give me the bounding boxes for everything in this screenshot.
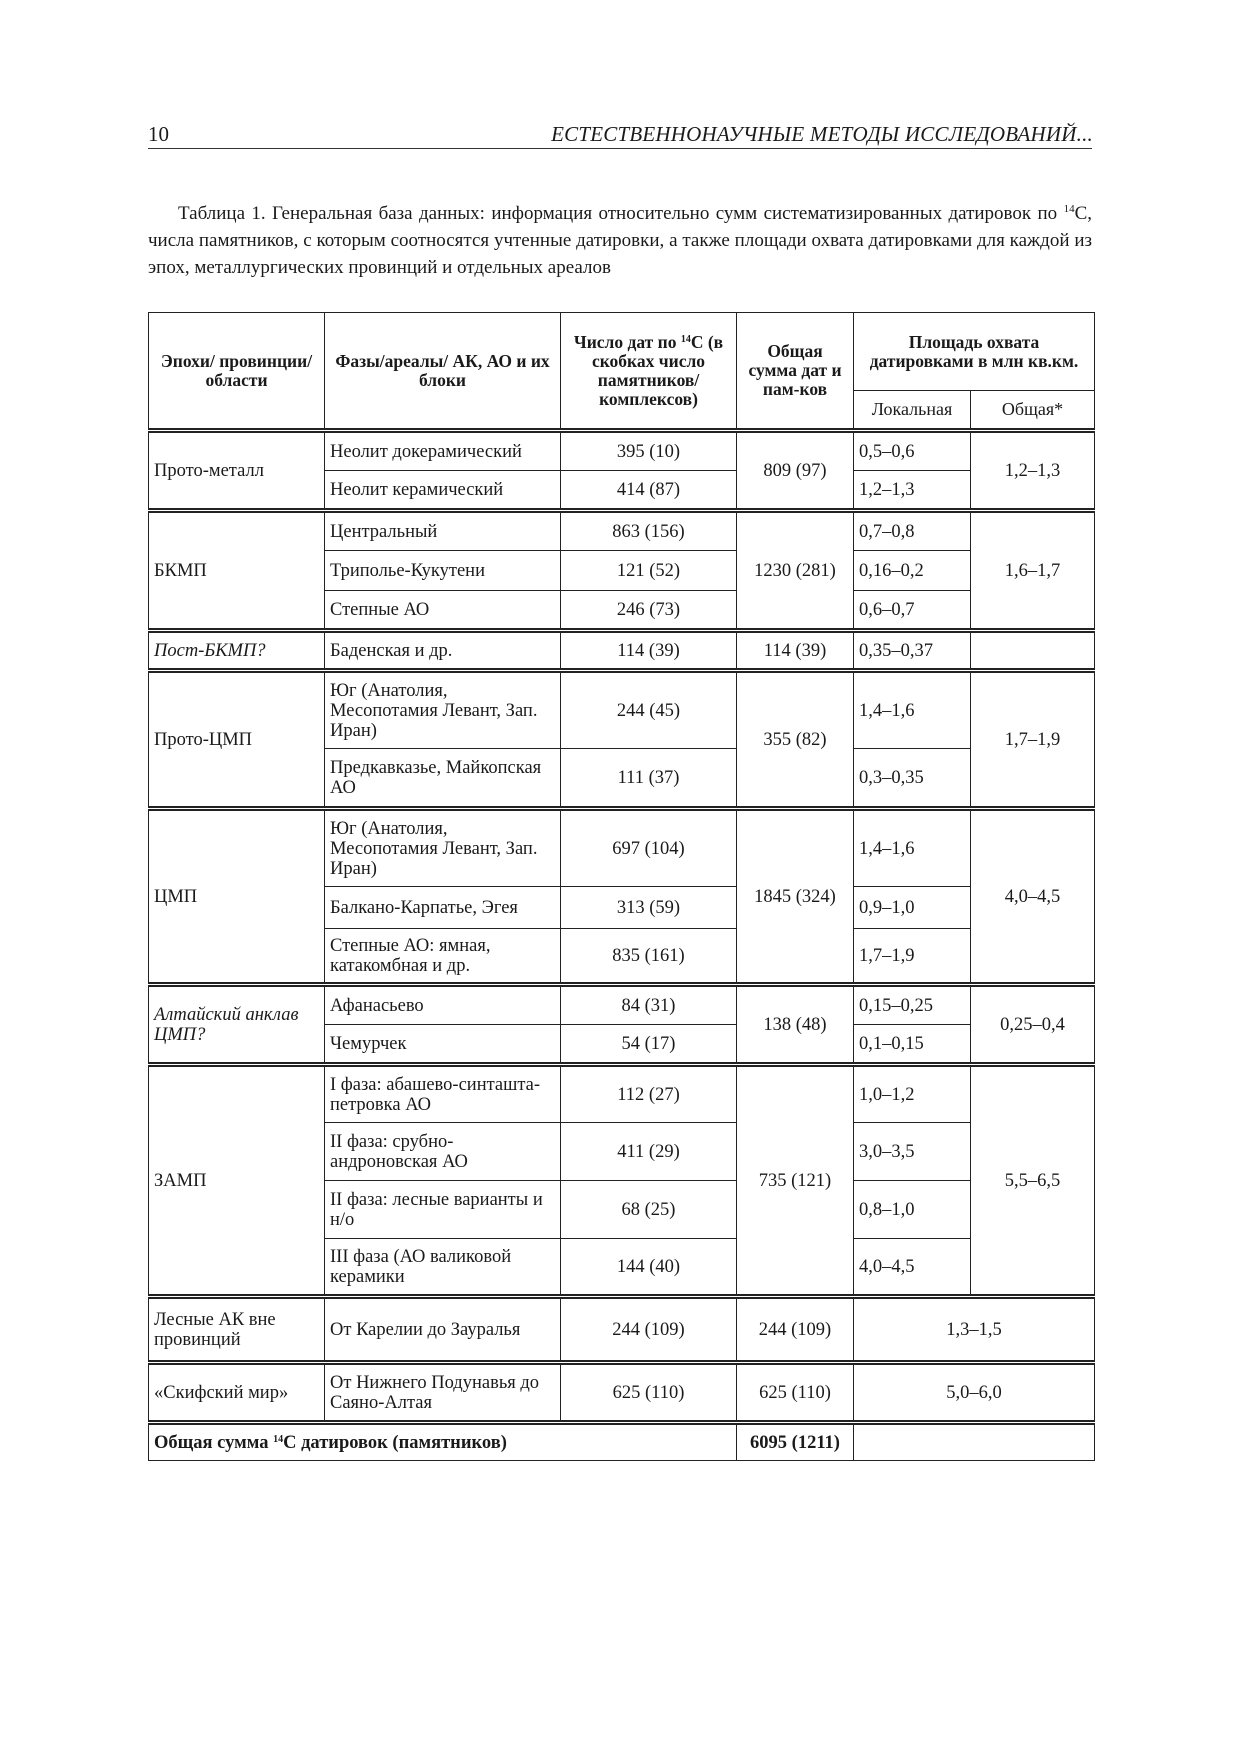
total-cell: 735 (121) (737, 1065, 854, 1297)
header-count (561, 313, 737, 431)
table-row (149, 631, 1095, 671)
table-row (149, 1363, 1095, 1423)
grand-total-value: 6095 (1211) (737, 1423, 854, 1461)
local-area-cell: 0,35–0,37 (854, 631, 971, 671)
era-cell: Лесные АК вне провинций (149, 1297, 325, 1363)
table-row (149, 1297, 1095, 1363)
phase-cell: Юг (Анатолия, Месопотамия Левант, Зап. Иран) (325, 809, 561, 887)
phase-cell: II фаза: лесные варианты и н/о (325, 1181, 561, 1239)
header-area-total: Общая* (971, 391, 1095, 431)
header-count-sup: 14 (680, 333, 691, 345)
era-cell: Прото-металл (149, 431, 325, 511)
phase-cell: Предкавказье, Майкопская АО (325, 749, 561, 809)
grand-total-label-b: С датировок (памятников) (283, 1432, 507, 1453)
phase-cell: I фаза: абашево-синташта-петровка АО (325, 1065, 561, 1123)
era-cell: Прото-ЦМП (149, 671, 325, 809)
count-cell: 54 (17) (561, 1025, 737, 1065)
phase-cell: Юг (Анатолия, Месопотамия Левант, Зап. Иран) (325, 671, 561, 749)
table-body (149, 431, 1095, 1461)
total-area-cell: 1,2–1,3 (971, 431, 1095, 511)
count-cell: 246 (73) (561, 591, 737, 631)
count-cell: 313 (59) (561, 887, 737, 929)
phase-cell: От Карелии до Зауралья (325, 1297, 561, 1363)
header-area: Площадь охвата датировками в млн кв.км. (854, 313, 1095, 391)
phase-cell: II фаза: срубно-андроновская АО (325, 1123, 561, 1181)
total-area-cell: 5,0–6,0 (854, 1363, 1095, 1423)
local-area-cell: 0,5–0,6 (854, 431, 971, 471)
header-total: Общая сумма дат и пам-ков (737, 313, 854, 431)
local-area-cell: 0,3–0,35 (854, 749, 971, 809)
phase-cell: Балкано-Карпатье, Эгея (325, 887, 561, 929)
phase-cell: Неолит керамический (325, 471, 561, 511)
count-cell: 144 (40) (561, 1239, 737, 1297)
caption-superscript: 14 (1063, 203, 1075, 215)
local-area-cell: 0,7–0,8 (854, 511, 971, 551)
local-area-cell: 1,7–1,9 (854, 929, 971, 985)
total-cell: 355 (82) (737, 671, 854, 809)
phase-cell: Центральный (325, 511, 561, 551)
local-area-cell: 0,9–1,0 (854, 887, 971, 929)
count-cell: 111 (37) (561, 749, 737, 809)
count-cell: 114 (39) (561, 631, 737, 671)
local-area-cell: 0,16–0,2 (854, 551, 971, 591)
total-cell: 138 (48) (737, 985, 854, 1065)
total-cell: 1845 (324) (737, 809, 854, 985)
count-cell: 411 (29) (561, 1123, 737, 1181)
count-cell: 863 (156) (561, 511, 737, 551)
total-area-cell: 5,5–6,5 (971, 1065, 1095, 1297)
grand-total-label-sup: 14 (273, 1433, 284, 1445)
total-area-cell: 4,0–4,5 (971, 809, 1095, 985)
running-head: ЕСТЕСТВЕННОНАУЧНЫЕ МЕТОДЫ ИССЛЕДОВАНИЙ... (551, 122, 1093, 146)
caption-text-2: С, числа памятников, с которым соотносятся учтенные датировки, а также площади охвата датировками для каждой из эпох, металлургических провинций и отдельных ареалов (148, 203, 1092, 278)
era-cell: ЗАМП (149, 1065, 325, 1297)
header-phases: Фазы/ареалы/ АК, АО и их блоки (325, 313, 561, 431)
total-area-cell: 0,25–0,4 (971, 985, 1095, 1065)
empty-cell (854, 1423, 1095, 1461)
total-area-cell: 1,3–1,5 (854, 1297, 1095, 1363)
grand-total-label (149, 1423, 737, 1461)
local-area-cell: 1,0–1,2 (854, 1065, 971, 1123)
local-area-cell: 1,4–1,6 (854, 671, 971, 749)
phase-cell: Баденская и др. (325, 631, 561, 671)
table-caption (148, 200, 1092, 281)
total-cell: 809 (97) (737, 431, 854, 511)
local-area-cell: 3,0–3,5 (854, 1123, 971, 1181)
header-eras: Эпохи/ провинции/ области (149, 313, 325, 431)
table-row (149, 809, 1095, 887)
phase-cell: Триполье-Кукутени (325, 551, 561, 591)
count-cell: 244 (109) (561, 1297, 737, 1363)
local-area-cell: 1,2–1,3 (854, 471, 971, 511)
total-cell: 114 (39) (737, 631, 854, 671)
local-area-cell: 4,0–4,5 (854, 1239, 971, 1297)
header-count-text-a: Число дат по (573, 331, 681, 352)
era-cell: БКМП (149, 511, 325, 631)
local-area-cell: 0,15–0,25 (854, 985, 971, 1025)
header-area-local: Локальная (854, 391, 971, 431)
count-cell: 121 (52) (561, 551, 737, 591)
phase-cell: Степные АО: ямная, катакомбная и др. (325, 929, 561, 985)
count-cell: 244 (45) (561, 671, 737, 749)
phase-cell: Неолит докерамический (325, 431, 561, 471)
count-cell: 414 (87) (561, 471, 737, 511)
table-row (149, 431, 1095, 471)
era-cell: «Скифский мир» (149, 1363, 325, 1423)
local-area-cell: 0,1–0,15 (854, 1025, 971, 1065)
phase-cell: Чемурчек (325, 1025, 561, 1065)
table-row (149, 1065, 1095, 1123)
table-row (149, 511, 1095, 551)
total-area-cell: 1,7–1,9 (971, 671, 1095, 809)
total-cell: 1230 (281) (737, 511, 854, 631)
era-cell: Алтайский анклав ЦМП? (149, 985, 325, 1065)
count-cell: 395 (10) (561, 431, 737, 471)
table-row (149, 985, 1095, 1025)
phase-cell: Степные АО (325, 591, 561, 631)
count-cell: 84 (31) (561, 985, 737, 1025)
total-cell: 625 (110) (737, 1363, 854, 1423)
phase-cell: От Нижнего Подунавья до Саяно-Алтая (325, 1363, 561, 1423)
caption-text-1: Таблица 1. Генеральная база данных: информация относительно сумм систематизированных датировок по (178, 203, 1064, 224)
page-number: 10 (148, 122, 169, 146)
phase-cell: III фаза (АО валиковой керамики (325, 1239, 561, 1297)
total-area-cell: 1,6–1,7 (971, 511, 1095, 631)
count-cell: 625 (110) (561, 1363, 737, 1423)
header-count-text-b: С (в скобках число памятников/ комплексов) (591, 331, 724, 409)
total-cell: 244 (109) (737, 1297, 854, 1363)
count-cell: 112 (27) (561, 1065, 737, 1123)
total-area-cell (971, 631, 1095, 671)
grand-total-label-a: Общая сумма (154, 1432, 274, 1453)
count-cell: 68 (25) (561, 1181, 737, 1239)
era-cell: Пост-БКМП? (149, 631, 325, 671)
table-row (149, 671, 1095, 749)
phase-cell: Афанасьево (325, 985, 561, 1025)
era-cell: ЦМП (149, 809, 325, 985)
local-area-cell: 1,4–1,6 (854, 809, 971, 887)
local-area-cell: 0,6–0,7 (854, 591, 971, 631)
local-area-cell: 0,8–1,0 (854, 1181, 971, 1239)
grand-total-row (149, 1423, 1095, 1461)
header-rule (148, 148, 1092, 149)
count-cell: 697 (104) (561, 809, 737, 887)
data-table (148, 312, 1095, 1461)
count-cell: 835 (161) (561, 929, 737, 985)
